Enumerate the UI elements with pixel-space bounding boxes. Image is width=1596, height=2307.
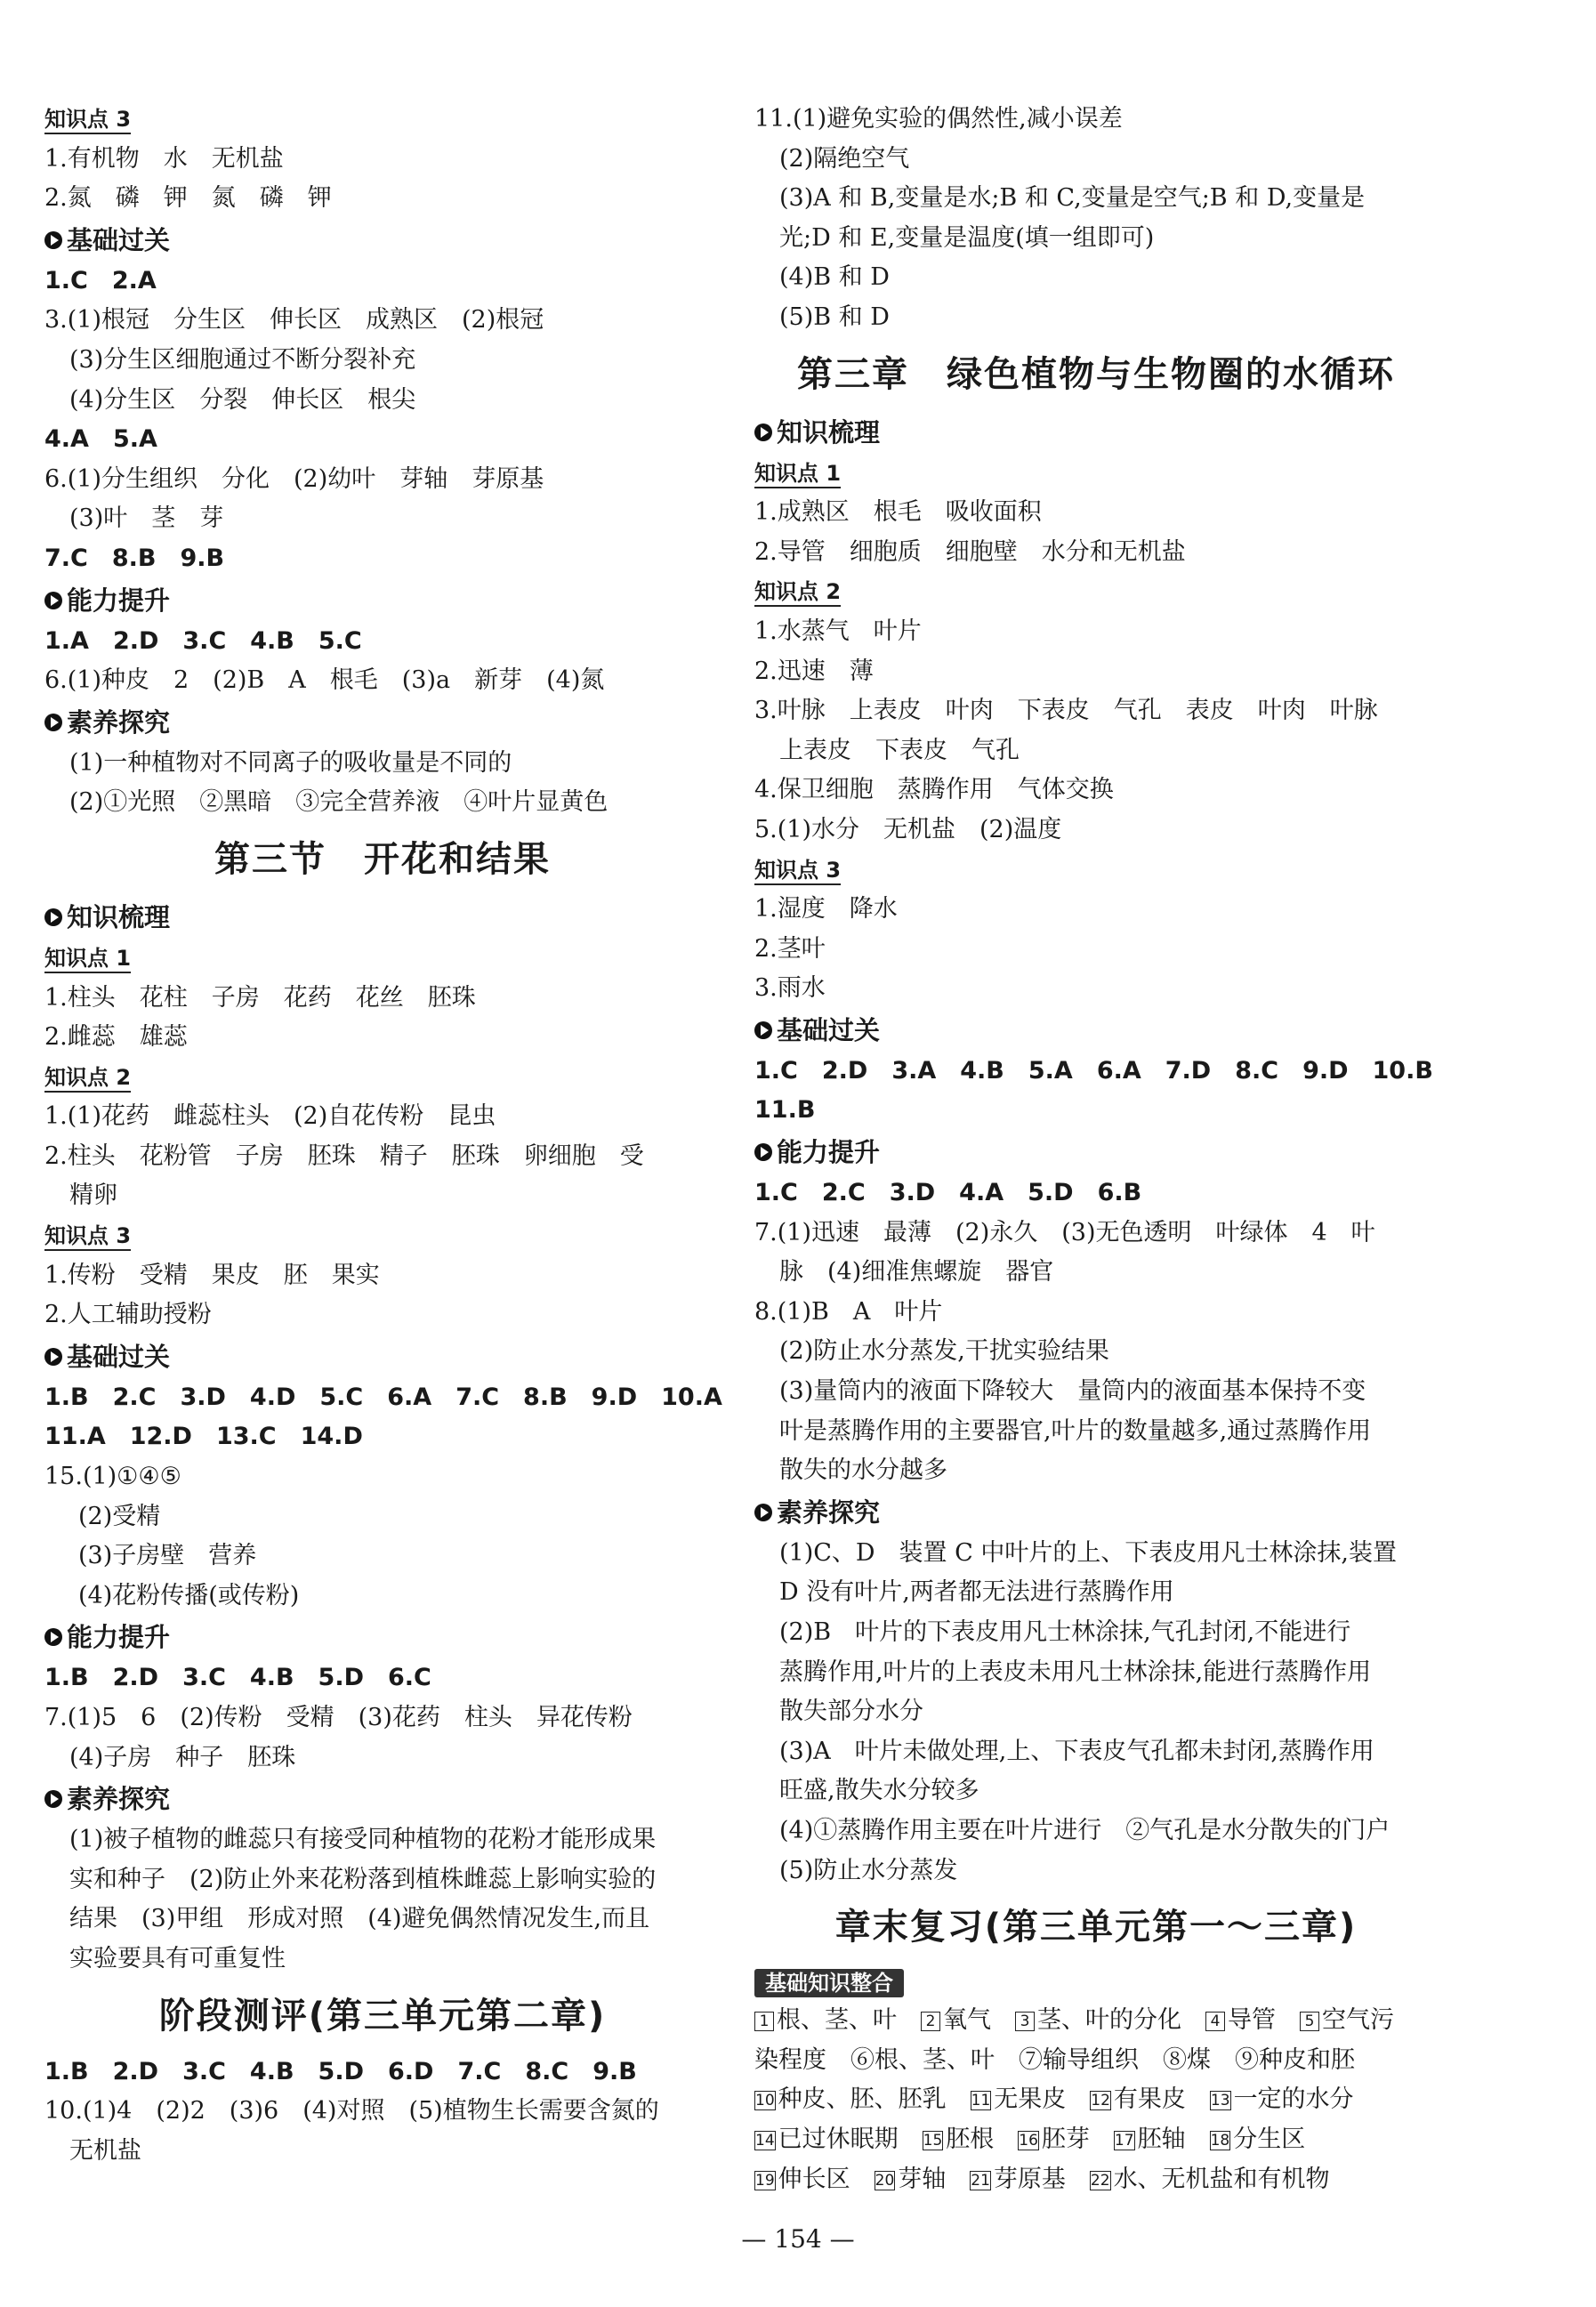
answer-text: 芽原基: [993, 2165, 1090, 2193]
answer-line: (4)分生区 分裂 伸长区 根尖: [69, 385, 416, 414]
section-heading-text: 基础过关: [67, 1341, 171, 1372]
answer-line: 2.导管 细胞质 细胞壁 水分和无机盐: [754, 537, 1186, 566]
knowledge-point-label: [44, 1216, 721, 1256]
answer-line: 1.C 2.A: [44, 266, 157, 294]
answer-line: 7.(1)迅速 最薄 (2)永久 (3)无色透明 叶绿体 4 叶: [754, 1218, 1375, 1246]
answer-line: 上表皮 下表皮 气孔: [779, 736, 1020, 764]
answer-line: (3)分生区细胞通过不断分裂补充: [69, 345, 416, 374]
boxed-number: 3: [1015, 2012, 1035, 2031]
answer-line: 实验要具有可重复性: [69, 1944, 286, 1972]
play-bullet-icon: [44, 1790, 62, 1808]
answer-line: (2)防止水分蒸发,干扰实验结果: [779, 1337, 1109, 1366]
answer-line: 2.雌蕊 雄蕊: [44, 1023, 188, 1052]
answer-line: (4)花粉传播(或传粉): [78, 1581, 300, 1609]
boxed-number: 16: [1019, 2131, 1038, 2150]
answer-line: 2.人工辅助授粉: [44, 1301, 212, 1329]
boxed-number: 18: [1210, 2131, 1230, 2150]
answer-line: (1)C、D 装置 C 中叶片的上、下表皮用凡士林涂抹,装置: [779, 1538, 1397, 1567]
knowledge-point-label: [754, 851, 1438, 891]
answer-text: 茎、叶的分化: [1037, 2006, 1205, 2035]
boxed-number: 19: [755, 2171, 775, 2190]
answer-line: 3.(1)根冠 分生区 伸长区 成熟区 (2)根冠: [44, 306, 544, 335]
boxed-number: 4: [1205, 2012, 1225, 2031]
section-heading: [754, 411, 1438, 454]
answer-line: 1.B 2.C 3.D 4.D 5.C 6.A 7.C 8.B 9.D 10.A: [44, 1383, 722, 1411]
answer-text: 胚根: [946, 2125, 1019, 2153]
answer-line: 6.(1)种皮 2 (2)B A 根毛 (3)a 新芽 (4)氮: [44, 666, 605, 695]
answer-line: 2.氮 磷 钾 氮 磷 钾: [44, 184, 332, 213]
boxed-number: 1: [754, 2012, 774, 2031]
answer-line: 1.成熟区 根毛 吸收面积: [754, 498, 1042, 527]
answer-line: 4.保卫细胞 蒸腾作用 气体交换: [754, 776, 1114, 804]
boxed-number: 10: [755, 2092, 775, 2110]
section-heading: [44, 701, 721, 744]
section-heading-text: 知识梳理: [67, 901, 171, 932]
answer-text: 无果皮: [994, 2085, 1091, 2114]
play-bullet-icon: [754, 1504, 772, 1521]
play-bullet-icon: [44, 592, 62, 609]
section-heading: [44, 1616, 721, 1658]
page-number: — 154 —: [741, 2224, 855, 2254]
answer-line: 7.(1)5 6 (2)传粉 受精 (3)花药 柱头 异花传粉: [44, 1704, 633, 1731]
play-bullet-icon: [754, 423, 772, 441]
answer-text: 空气污: [1322, 2006, 1394, 2035]
right-column: [754, 100, 1438, 2199]
boxed-number: 14: [755, 2131, 775, 2150]
knowledge-point-text: 知识点 3: [44, 1223, 131, 1251]
summary-badge-row: [754, 1964, 1438, 2001]
answer-line: (5)B 和 D: [779, 302, 890, 331]
answer-line: (3)A 叶片未做处理,上、下表皮气孔都未封闭,蒸腾作用: [779, 1737, 1374, 1765]
answer-line: 2.迅速 薄: [754, 657, 874, 685]
section-heading: [44, 219, 721, 262]
answer-line: 3.雨水: [754, 974, 826, 1003]
play-bullet-icon: [754, 1021, 772, 1039]
play-bullet-icon: [44, 1628, 62, 1646]
answer-line: 蒸腾作用,叶片的上表皮未用凡士林涂抹,能进行蒸腾作用: [779, 1658, 1372, 1686]
chapter-title: 章末复习(第三单元第一～三章): [834, 1907, 1358, 1948]
answer-line: 散失的水分越多: [779, 1456, 947, 1485]
answer-text: 胚轴: [1137, 2125, 1210, 2153]
answer-line: 11.(1)避免实验的偶然性,减小误差: [754, 105, 1123, 133]
section-heading: [754, 1131, 1438, 1174]
section-heading-text: 能力提升: [67, 585, 171, 616]
answer-line: 2.柱头 花粉管 子房 胚珠 精子 胚珠 卵细胞 受: [44, 1141, 644, 1170]
section-heading: [44, 579, 721, 622]
play-bullet-icon: [44, 714, 62, 731]
chapter-title: 第三节 开花和结果: [214, 838, 551, 880]
answer-line: (2)受精: [78, 1502, 161, 1530]
play-bullet-icon: [44, 1348, 62, 1366]
answer-text: 一定的水分: [1233, 2085, 1354, 2114]
answer-line: (2)①光照 ②黑暗 ③完全营养液 ④叶片显黄色: [69, 788, 609, 817]
section-heading: [44, 1335, 721, 1378]
answer-line: 8.(1)B A 叶片: [754, 1297, 943, 1326]
answer-line: 光;D 和 E,变量是温度(填一组即可): [779, 223, 1155, 252]
answer-line: (2)隔绝空气: [779, 144, 910, 173]
answer-line: 1.柱头 花柱 子房 花药 花丝 胚珠: [44, 983, 476, 1012]
knowledge-point-text: 知识点 2: [44, 1065, 131, 1093]
section-heading: [44, 896, 721, 939]
section-heading-text: 素养探究: [67, 1784, 171, 1815]
boxed-number: 2: [921, 2012, 940, 2031]
answer-line: 1.B 2.D 3.C 4.B 5.D 6.C: [44, 1664, 431, 1692]
section-heading-text: 基础过关: [777, 1014, 881, 1045]
answer-line: 旺盛,散失水分较多: [779, 1777, 979, 1805]
answer-line: 1.水蒸气 叶片: [754, 617, 922, 645]
left-column: [44, 100, 721, 2171]
answer-text: 有果皮: [1113, 2085, 1210, 2114]
section-heading-text: 能力提升: [777, 1137, 881, 1168]
knowledge-point-label: [44, 1058, 721, 1098]
knowledge-point-label: [44, 100, 721, 140]
answer-line: (4)B 和 D: [779, 263, 890, 292]
answer-text: 分生区: [1233, 2125, 1306, 2153]
boxed-number: 5: [1300, 2012, 1319, 2031]
answer-line: (3)叶 茎 芽: [69, 504, 224, 533]
answer-line: 1.C 2.C 3.D 4.A 5.D 6.B: [754, 1179, 1142, 1207]
answer-text: 根、茎、叶: [777, 2006, 921, 2035]
answer-line: (3)A 和 B,变量是水;B 和 C,变量是空气;B 和 D,变量是: [779, 184, 1366, 213]
answer-line: 11.A 12.D 13.C 14.D: [44, 1423, 363, 1451]
answer-line: 4.A 5.A: [44, 425, 157, 454]
section-heading-text: 知识梳理: [777, 416, 881, 448]
answer-text: 种皮、胚、胚乳: [778, 2085, 971, 2114]
answer-line: (3)量筒内的液面下降较大 量筒内的液面基本保持不变: [779, 1377, 1366, 1406]
knowledge-point-label: [44, 939, 721, 979]
boxed-number: 17: [1114, 2131, 1134, 2150]
answer-line: 1.B 2.D 3.C 4.B 5.D 6.D 7.C 8.C 9.B: [44, 2057, 637, 2085]
answer-text: 胚芽: [1041, 2125, 1114, 2153]
section-heading-text: 素养探究: [777, 1496, 881, 1528]
boxed-number: 12: [1091, 2092, 1110, 2110]
play-bullet-icon: [44, 908, 62, 926]
answer-line: (4)①蒸腾作用主要在叶片进行 ②气孔是水分散失的门户: [779, 1816, 1390, 1844]
answer-line: 1.C 2.D 3.A 4.B 5.A 6.A 7.D 8.C 9.D 10.B: [754, 1056, 1433, 1085]
answer-line: (2)B 叶片的下表皮用凡士林涂抹,气孔封闭,不能进行: [779, 1618, 1351, 1646]
boxed-number: 20: [875, 2171, 895, 2190]
play-bullet-icon: [754, 1143, 772, 1161]
numbered-answer-line: [754, 2001, 1438, 2041]
answer-line: 结果 (3)甲组 形成对照 (4)避免偶然情况发生,而且: [69, 1905, 650, 1933]
answer-line: 染程度 ⑥根、茎、叶 ⑦输导组织 ⑧煤 ⑨种皮和胚: [754, 2045, 1355, 2074]
section-heading: [754, 1009, 1438, 1052]
answer-line: (1)一种植物对不同离子的吸收量是不同的: [69, 748, 512, 777]
section-heading-text: 基础过关: [67, 224, 171, 255]
answer-line: 3.叶脉 上表皮 叶肉 下表皮 气孔 表皮 叶肉 叶脉: [754, 697, 1378, 725]
summary-badge: 基础知识整合: [754, 1969, 904, 1997]
answer-line: 脉 (4)细准焦螺旋 器官: [779, 1258, 1054, 1287]
answer-line: 7.C 8.B 9.B: [44, 544, 225, 572]
answer-line: 1.有机物 水 无机盐: [44, 144, 284, 173]
chapter-title: 第三章 绿色植物与生物圈的水循环: [797, 353, 1395, 395]
knowledge-point-text: 知识点 2: [754, 579, 841, 607]
answer-text: 氧气: [943, 2006, 1015, 2035]
boxed-number: 11: [971, 2092, 991, 2110]
boxed-number: 15: [923, 2131, 943, 2150]
play-bullet-icon: [44, 231, 62, 249]
answer-line: 散失部分水分: [779, 1698, 923, 1726]
answer-line: (1)被子植物的雌蕊只有接受同种植物的花粉才能形成果: [69, 1826, 657, 1854]
answer-line: 6.(1)分生组织 分化 (2)幼叶 芽轴 芽原基: [44, 464, 544, 493]
answer-text: 导管: [1228, 2006, 1300, 2035]
knowledge-point-label: [754, 572, 1438, 612]
answer-line: 11.B: [754, 1096, 816, 1125]
answer-line: 2.茎叶: [754, 934, 826, 963]
chapter-title: 阶段测评(第三单元第二章): [158, 1995, 607, 2037]
boxed-number: 21: [971, 2171, 990, 2190]
answer-text: 芽轴: [898, 2165, 971, 2193]
numbered-answer-line: [754, 2120, 1438, 2160]
answer-line: (4)子房 种子 胚珠: [69, 1743, 296, 1771]
answer-line: 1.传粉 受精 果皮 胚 果实: [44, 1261, 380, 1289]
numbered-answer-line: [754, 2080, 1438, 2120]
section-heading-text: 能力提升: [67, 1622, 171, 1653]
answer-line: 15.(1)①④⑤: [44, 1463, 181, 1491]
answer-text: 已过休眠期: [778, 2125, 923, 2153]
answer-line: (5)防止水分蒸发: [779, 1856, 958, 1884]
knowledge-point-text: 知识点 3: [44, 107, 131, 134]
knowledge-point-text: 知识点 1: [44, 946, 131, 973]
knowledge-point-text: 知识点 3: [754, 858, 841, 885]
answer-text: 伸长区: [778, 2165, 875, 2193]
answer-line: 5.(1)水分 无机盐 (2)温度: [754, 815, 1062, 843]
section-heading-text: 素养探究: [67, 706, 171, 738]
numbered-answer-line: [754, 2160, 1438, 2200]
section-heading: [754, 1491, 1438, 1534]
answer-line: 1.湿度 降水: [754, 895, 898, 924]
knowledge-point-label: [754, 454, 1438, 494]
answer-line: 1.A 2.D 3.C 4.B 5.C: [44, 626, 362, 655]
boxed-number: 13: [1210, 2092, 1230, 2110]
answer-line: 10.(1)4 (2)2 (3)6 (4)对照 (5)植物生长需要含氮的: [44, 2097, 659, 2126]
answer-line: 1.(1)花药 雌蕊柱头 (2)自花传粉 昆虫: [44, 1102, 496, 1131]
answer-line: 无机盐: [69, 2136, 141, 2165]
answer-line: 实和种子 (2)防止外来花粉落到植株雌蕊上影响实验的: [69, 1865, 657, 1893]
knowledge-point-text: 知识点 1: [754, 461, 841, 488]
boxed-number: 22: [1090, 2171, 1110, 2190]
section-heading: [44, 1778, 721, 1820]
answer-line: 精卵: [69, 1182, 117, 1210]
answer-line: D 没有叶片,两者都无法进行蒸腾作用: [779, 1578, 1174, 1607]
answer-line: 叶是蒸腾作用的主要器官,叶片的数量越多,通过蒸腾作用: [779, 1416, 1372, 1445]
answer-line: (3)子房壁 营养: [78, 1542, 257, 1570]
answer-text: 水、无机盐和有机物: [1113, 2165, 1330, 2193]
